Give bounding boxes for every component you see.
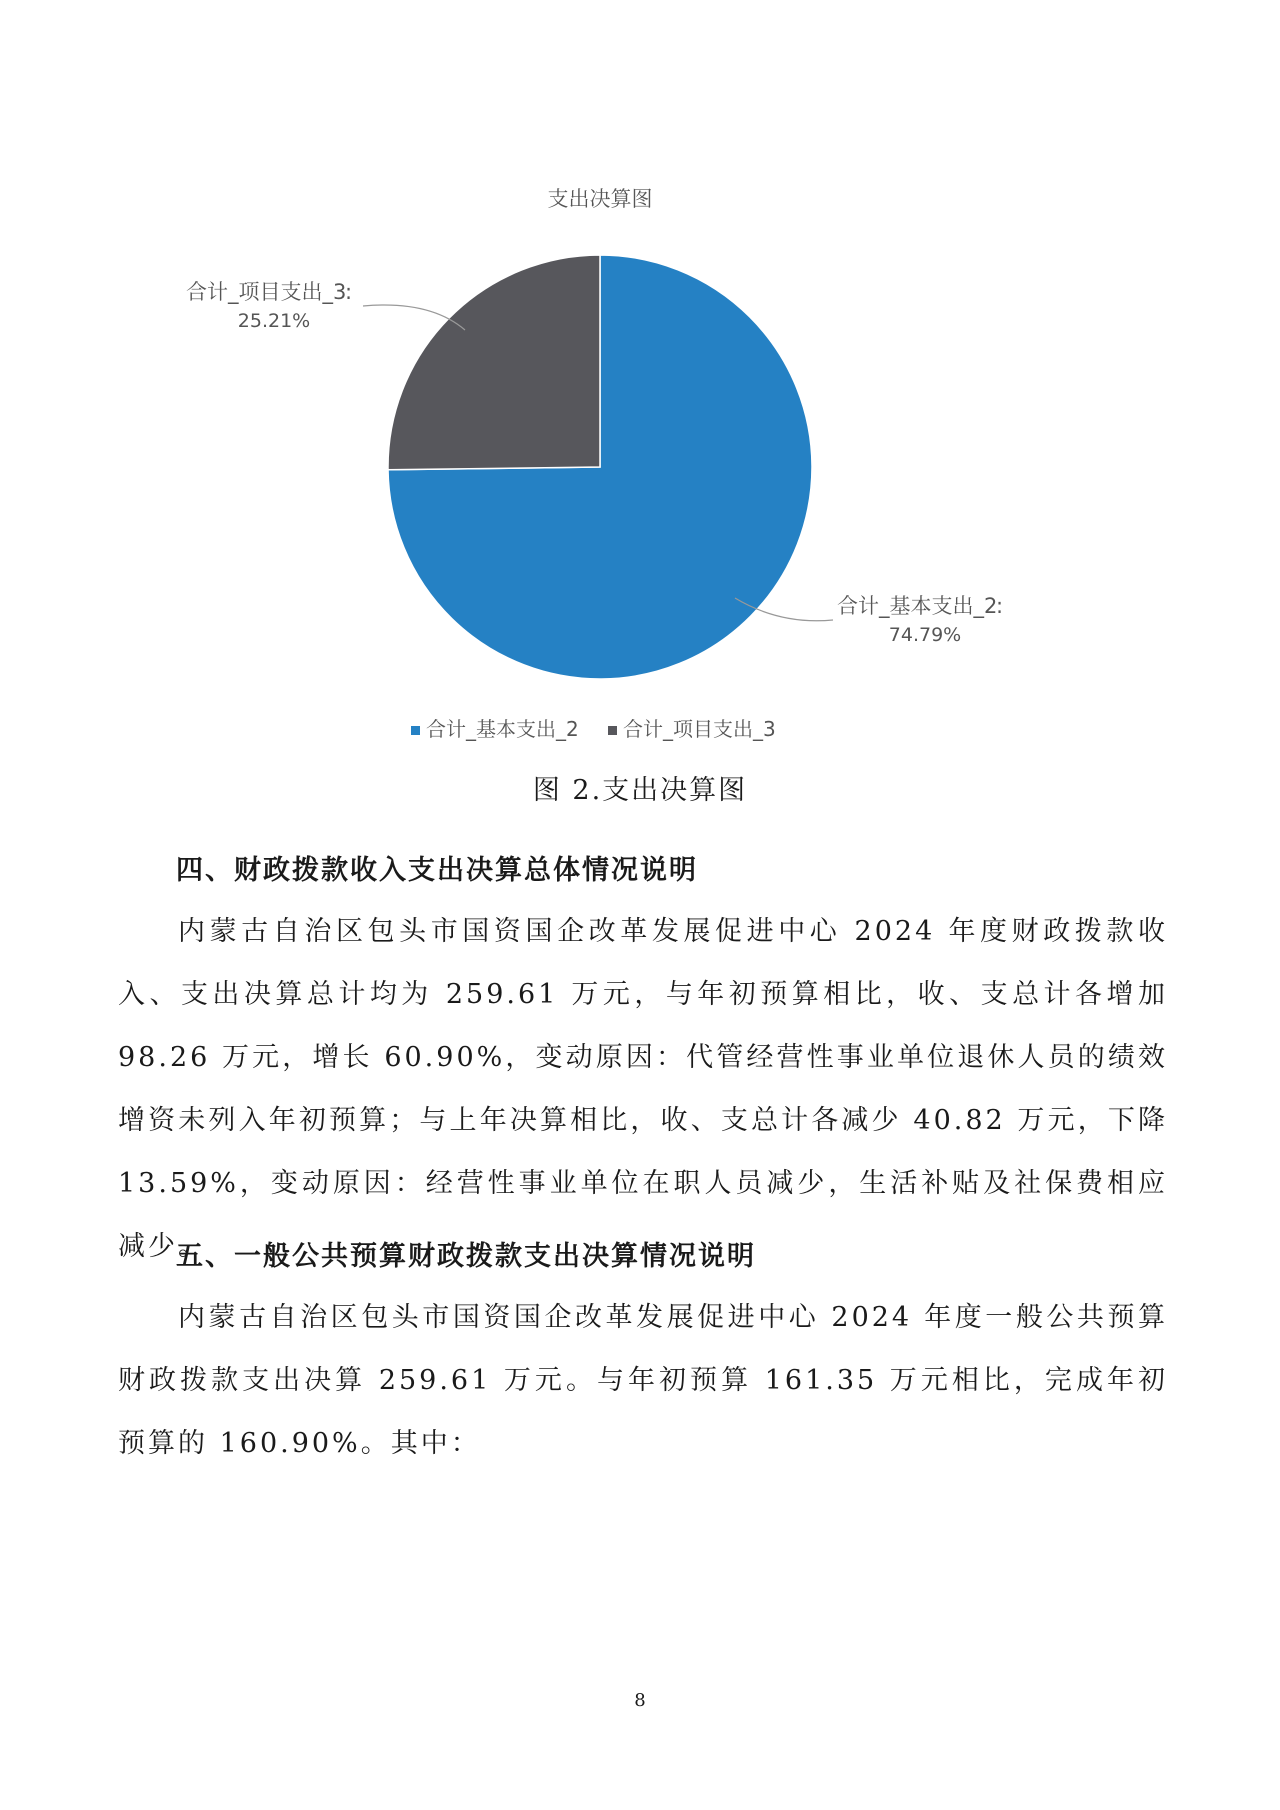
legend-swatch-basic bbox=[411, 726, 420, 735]
chart-title: 支出决算图 bbox=[547, 187, 653, 211]
slice-label-project-colon: : bbox=[345, 280, 353, 304]
legend-label-basic: 合计_基本支出_2 bbox=[426, 717, 579, 741]
expenditure-pie-chart bbox=[0, 0, 1280, 760]
section-heading-four: 四、财政拨款收入支出决算总体情况说明 bbox=[176, 855, 698, 886]
slice-value-project: 25.21% bbox=[237, 310, 311, 332]
legend-label-project: 合计_项目支出_3 bbox=[623, 717, 776, 741]
section-paragraph-four: 内蒙古自治区包头市国资国企改革发展促进中心 2024 年度财政拨款收入、支出决算总计均为 259.61 万元，与年初预算相比，收、支总计各增加 98.26 万元，增长 60.90%，变动原因：代管经营性事业单位退休人员的绩效增资未列入年初预算；与上年决算相比，收、支总计各减少 40.82 万元，下降 13.59%，变动原因：经营性事业单位在职人员减少，生活补贴及社保费相应减少。 bbox=[118, 916, 1168, 1262]
pie-slices bbox=[388, 255, 812, 679]
slice-value-basic: 74.79% bbox=[888, 624, 962, 646]
legend-swatch-project bbox=[608, 726, 617, 735]
slice-label-basic: 合计_基本支出_2 bbox=[837, 594, 998, 618]
figure-caption: 图 2.支出决算图 bbox=[532, 775, 748, 806]
chart-legend bbox=[411, 717, 776, 741]
section-heading-five: 五、一般公共预算财政拨款支出决算情况说明 bbox=[176, 1241, 756, 1272]
slice-label-project: 合计_项目支出_3 bbox=[186, 280, 347, 304]
page-number: 8 bbox=[634, 1690, 646, 1711]
pie-slice-project-expenditure bbox=[388, 255, 600, 470]
slice-label-basic-colon: : bbox=[996, 594, 1004, 618]
section-paragraph-five: 内蒙古自治区包头市国资国企改革发展促进中心 2024 年度一般公共预算财政拨款支出决算 259.61 万元。与年初预算 161.35 万元相比，完成年初预算的 160.90%。其中： bbox=[118, 1302, 1168, 1459]
